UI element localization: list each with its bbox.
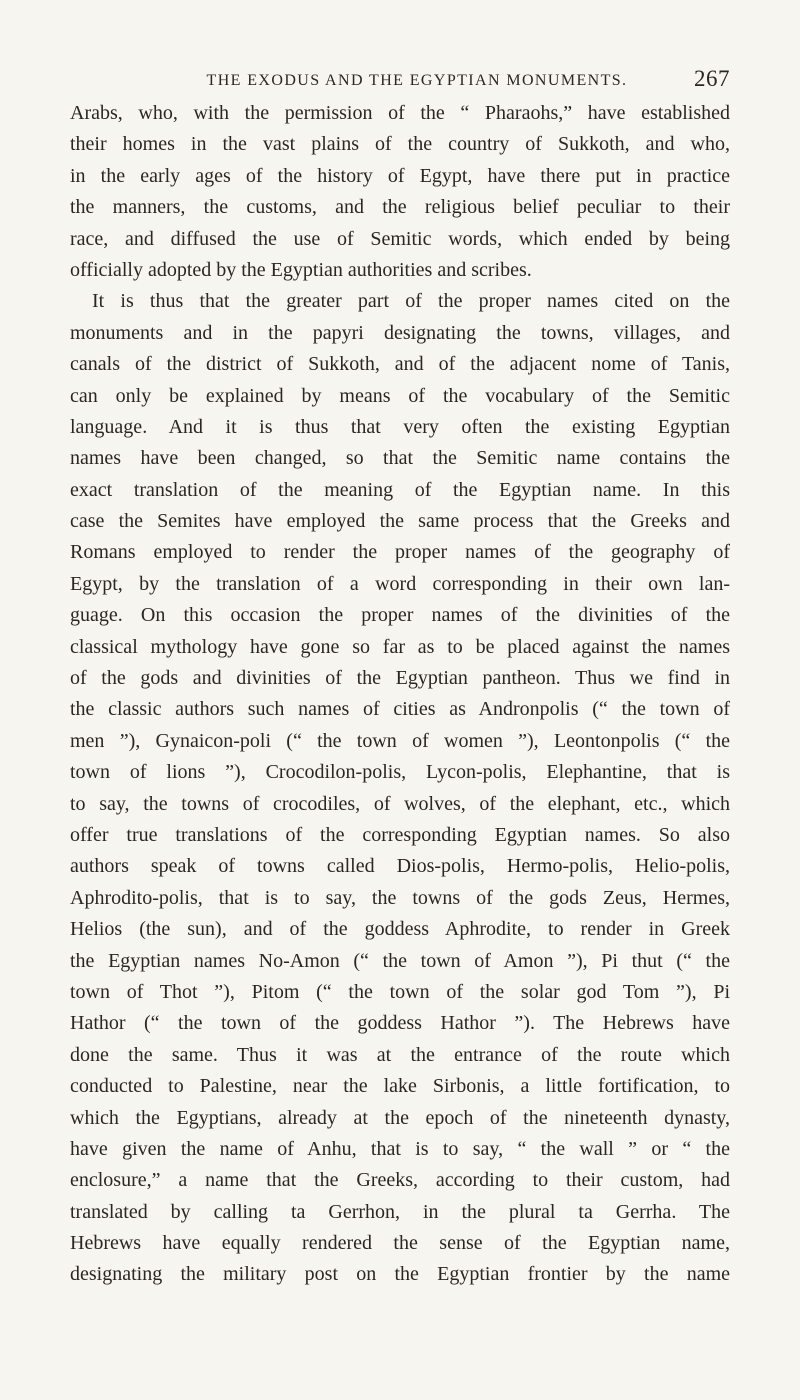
text-line: designating the military post on the Egyptian frontier by the name bbox=[70, 1263, 730, 1286]
text-line: guage. On this occasion the proper names of the divinities of the bbox=[70, 604, 730, 627]
text-line: Helios (the sun), and of the goddess Aphrodite, to render in Greek bbox=[70, 918, 730, 941]
text-line: which the Egyptians, already at the epoch of the nineteenth dynasty, bbox=[70, 1106, 730, 1129]
text-line: It is thus that the greater part of the proper names cited on the bbox=[92, 290, 730, 313]
text-line: men ”), Gynaicon-poli (“ the town of women ”), Leontonpolis (“ the bbox=[70, 729, 730, 752]
text-line: can only be explained by means of the vocabulary of the Semitic bbox=[70, 384, 730, 407]
text-line: their homes in the vast plains of the country of Sukkoth, and who, bbox=[70, 133, 730, 156]
text-line: have given the name of Anhu, that is to say, “ the wall ” or “ the bbox=[70, 1137, 730, 1160]
text-line: conducted to Palestine, near the lake Sirbonis, a little fortification, to bbox=[70, 1075, 730, 1098]
text-line: done the same. Thus it was at the entrance of the route which bbox=[70, 1043, 730, 1066]
text-line: town of lions ”), Crocodilon-polis, Lycon-polis, Elephantine, that is bbox=[70, 761, 730, 784]
text-line: Romans employed to render the proper names of the geography of bbox=[70, 541, 730, 564]
text-line: Hebrews have equally rendered the sense of the Egyptian name, bbox=[70, 1232, 730, 1255]
text-line: Egypt, by the translation of a word corresponding in their own lan- bbox=[70, 572, 730, 595]
text-line: of the gods and divinities of the Egyptian pantheon. Thus we find in bbox=[70, 667, 730, 690]
text-line: translated by calling ta Gerrhon, in the plural ta Gerrha. The bbox=[70, 1200, 730, 1223]
text-line: officially adopted by the Egyptian authorities and scribes. bbox=[70, 258, 532, 281]
text-line: monuments and in the papyri designating the towns, villages, and bbox=[70, 321, 730, 344]
text-line: language. And it is thus that very often the existing Egyptian bbox=[70, 415, 730, 438]
text-line: canals of the district of Sukkoth, and of the adjacent nome of Tanis, bbox=[70, 353, 730, 376]
running-head-title: THE EXODUS AND THE EGYPTIAN MONUMENTS. bbox=[206, 72, 628, 89]
text-line: Hathor (“ the town of the goddess Hathor ”). The Hebrews have bbox=[70, 1012, 730, 1035]
text-line: race, and diffused the use of Semitic words, which ended by being bbox=[70, 227, 730, 250]
text-line: town of Thot ”), Pitom (“ the town of the solar god Tom ”), Pi bbox=[70, 980, 730, 1003]
text-line: exact translation of the meaning of the Egyptian name. In this bbox=[70, 478, 730, 501]
text-line: enclosure,” a name that the Greeks, according to their custom, had bbox=[70, 1169, 730, 1192]
text-line: offer true translations of the corresponding Egyptian names. So also bbox=[70, 823, 730, 846]
text-line: in the early ages of the history of Egypt, have there put in practice bbox=[70, 164, 730, 187]
text-line: the classic authors such names of cities as Andronpolis (“ the town of bbox=[70, 698, 730, 721]
text-line: case the Semites have employed the same process that the Greeks and bbox=[70, 510, 730, 533]
text-line: Arabs, who, with the permission of the “ Pharaohs,” have established bbox=[70, 102, 730, 124]
text-line: Aphrodito-polis, that is to say, the towns of the gods Zeus, Hermes, bbox=[70, 886, 730, 909]
text-line: to say, the towns of crocodiles, of wolves, of the elephant, etc., which bbox=[70, 792, 730, 815]
text-line: names have been changed, so that the Semitic name contains the bbox=[70, 447, 730, 470]
text-line: the manners, the customs, and the religious belief peculiar to their bbox=[70, 196, 730, 219]
text-line: the Egyptian names No-Amon (“ the town of Amon ”), Pi thut (“ the bbox=[70, 949, 730, 972]
page-number: 267 bbox=[694, 66, 730, 91]
text-line: authors speak of towns called Dios-polis, Hermo-polis, Helio-polis, bbox=[70, 855, 730, 878]
body-text bbox=[70, 98, 730, 1291]
text-line: classical mythology have gone so far as to be placed against the names bbox=[70, 635, 730, 658]
